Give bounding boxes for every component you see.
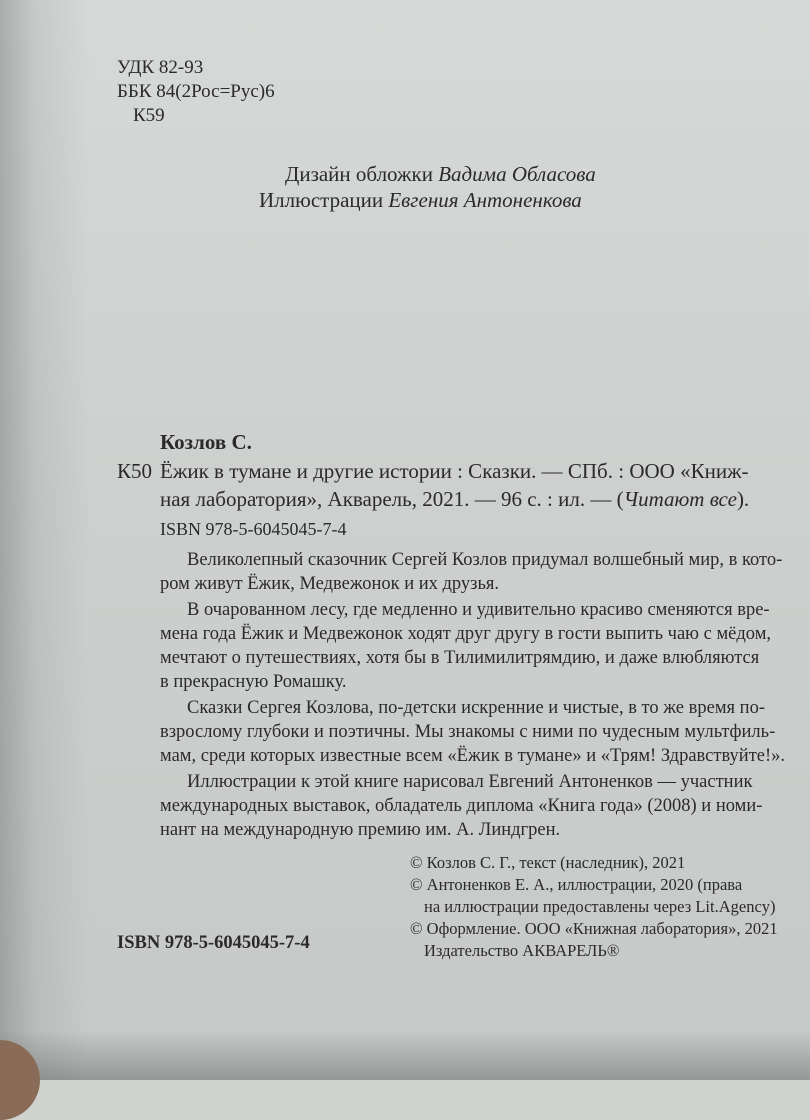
illustrator-name: Евгения Антоненкова xyxy=(388,188,582,212)
catalog-code: К50 xyxy=(117,459,153,483)
annotation-line: мена года Ёжик и Медвежонок ходят друг другу в гости выпить чаю с мёдом, xyxy=(160,624,772,644)
author-heading: Козлов С. xyxy=(160,430,252,454)
footer-isbn: ISBN 978-5-6045045-7-4 xyxy=(117,933,310,953)
cover-credit-label: Дизайн обложки xyxy=(285,162,433,186)
bib-line-2-main: ная лаборатория», Акварель, 2021. — 96 с. : ил. — ( xyxy=(160,487,624,511)
illustrations-credit xyxy=(259,188,582,212)
annotation-line: мам, среди которых известные всем «Ёжик в тумане» и «Трям! Здравствуйте!». xyxy=(160,746,786,766)
annotation-line: взрослому глубоки и поэтичны. Мы знакомы с ними по чудесным мультфиль- xyxy=(160,722,776,742)
page-gutter-shadow xyxy=(0,0,90,1080)
bbk-code: ББК 84(2Рос=Рус)6 xyxy=(117,81,275,102)
copyright-line: © Оформление. ООО «Книжная лаборатория», 2021 xyxy=(410,919,778,938)
udk-code: УДК 82-93 xyxy=(117,57,204,78)
annotation-line: Сказки Сергея Козлова, по-детски искренние и чистые, в то же время по- xyxy=(187,698,765,718)
copyright-line: © Козлов С. Г., текст (наследник), 2021 xyxy=(410,853,686,872)
annotation-line: международных выставок, обладатель диплома «Книга года» (2008) и номи- xyxy=(160,796,763,816)
annotation-line: Иллюстрации к этой книге нарисовал Евгений Антоненков — участник xyxy=(187,772,753,792)
annotation-line: В очарованном лесу, где медленно и удивительно красиво сменяются вре- xyxy=(187,600,770,620)
page-bottom-shadow xyxy=(0,1030,810,1080)
cover-credit xyxy=(285,162,596,186)
copyright-line: © Антоненков Е. А., иллюстрации, 2020 (права xyxy=(410,875,743,894)
author-sign: К59 xyxy=(133,105,165,126)
annotation-line: ром живут Ёжик, Медвежонок и их друзья. xyxy=(160,574,500,594)
annotation-line: в прекрасную Ромашку. xyxy=(160,672,347,692)
publisher-name: Издательство АКВАРЕЛЬ® xyxy=(424,941,620,960)
bib-line-2 xyxy=(160,487,749,511)
bib-line-2-end: ). xyxy=(736,487,750,511)
copyright-line: на иллюстрации предоставлены через Lit.Agency) xyxy=(424,897,776,916)
cover-designer-name: Вадима Обласова xyxy=(438,162,596,186)
annotation-line: мечтают о путешествиях, хотя бы в Тилимилитрямдию, и даже влюбляются xyxy=(160,648,760,668)
bib-isbn: ISBN 978-5-6045045-7-4 xyxy=(160,519,347,539)
series-name: Читают все xyxy=(623,487,737,511)
annotation-line: нант на международную премию им. А. Линдгрен. xyxy=(160,820,561,840)
annotation-line: Великолепный сказочник Сергей Козлов придумал волшебный мир, в кото- xyxy=(187,550,783,570)
illustrations-credit-label: Иллюстрации xyxy=(259,188,384,212)
bib-line-1: Ёжик в тумане и другие истории : Сказки. — СПб. : ООО «Книж- xyxy=(160,459,749,483)
